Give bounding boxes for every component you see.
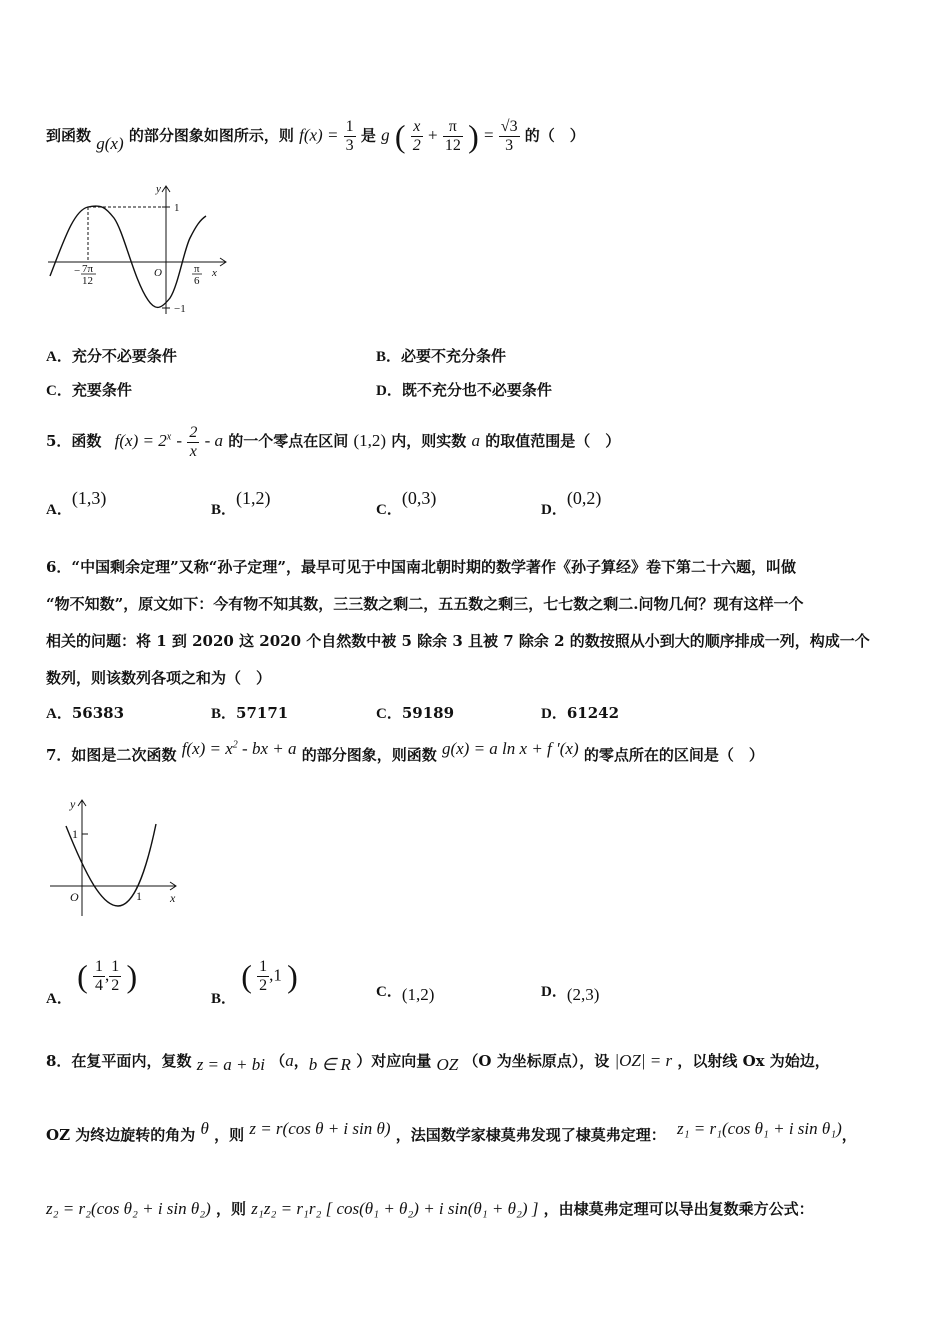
q4-option-c[interactable]: C．充要条件: [46, 381, 132, 399]
q4-sine-curve: [50, 206, 206, 307]
q7-g-expr: g(x) = a ln x + f ′(x): [441, 739, 579, 758]
q6-option-c[interactable]: C．59189: [376, 704, 455, 722]
q7-a-frac1: $\frac{1}{4}$: [94, 958, 103, 994]
q4-frac-one-third: $\frac{1}{3}$: [345, 118, 354, 154]
q5-minus-a: - a: [204, 431, 223, 451]
q7-a-frac2: $\frac{1}{2}$: [111, 958, 120, 994]
q8-z1z2: z₁z₂ = r₁r₂ [ cos(θ₁ + θ₂) + i sin(θ₁ + θ₂) ]: [251, 1199, 539, 1218]
q4-eq: =: [483, 125, 494, 145]
q5-option-d[interactable]: D．(0,2): [541, 488, 602, 518]
q7-graph-o-label: O: [70, 890, 79, 904]
q4-graph-x-label: x: [212, 267, 217, 279]
q4-graph-one: 1: [174, 202, 180, 214]
q7-stem: [46, 739, 764, 765]
q7-graph-x-label: x: [170, 891, 176, 905]
q5-tail: 内，则实数: [391, 432, 467, 451]
q4-plus: +: [428, 125, 438, 145]
q6-option-b[interactable]: B．57171: [211, 704, 289, 722]
q5-tail2: 的取值范围是（ ）: [485, 432, 621, 451]
q7-option-b[interactable]: B． ( $\frac{1}{2}$ ,1 ): [211, 958, 298, 1007]
q4-option-d[interactable]: D．既不充分也不必要条件: [376, 381, 552, 399]
q4-option-a[interactable]: A．充分不必要条件: [46, 347, 177, 365]
q4-graph-left-sign: −: [74, 265, 81, 277]
q4-graph-left-den: 12: [82, 275, 93, 287]
q5-a: a: [471, 431, 481, 451]
q8-abs-oz: |OZ| = r: [614, 1051, 673, 1070]
q4-gx: g(x): [96, 133, 124, 153]
q4-g: g: [381, 125, 390, 145]
q7-num: 7．如图是二次函数: [46, 746, 177, 764]
q6-line-3: 相关的问题：将 1 到 2020 这 2020 个自然数中被 5 除余 3 且被 7 除余 2 的数按照从小到大的顺序排成一列，构成一个: [46, 632, 870, 650]
q5-stem: 5．函数 $f(x) = 2^x$ - $\frac{2}{x}$ - a 的一个零点在区间 (1,2) 内，则实数 a 的取值范围是（ ）: [46, 424, 621, 460]
q7-tail: 的零点所在的区间是（ ）: [583, 746, 764, 764]
q4-intro: 到函数: [46, 126, 92, 145]
q5-interval: (1,2): [353, 431, 387, 451]
q8-z-eq: z = a + bi: [196, 1055, 265, 1074]
q4-fx: f(x) =: [299, 125, 339, 145]
q7-f-expr: $f(x) = x^2$ - bx + a: [181, 739, 297, 758]
q8-z-polar: z = r(cos θ + i sin θ): [249, 1119, 391, 1138]
q4-mid: 的部分图象如图所示，则: [128, 126, 294, 145]
q6-line-2: “物不知数”，原文如下：今有物不知其数，三三数之剩二，五五数之剩三，七七数之剩二.问物几何？现有这样一个: [46, 595, 804, 613]
q7-mid: 的部分图象，则函数: [301, 746, 437, 764]
q4-is: 是: [360, 126, 376, 145]
q5-option-b[interactable]: B．(1,2): [211, 488, 271, 518]
q7-graph-one-x: 1: [136, 889, 142, 903]
q6-option-a[interactable]: A．56383: [46, 704, 125, 722]
q5-num: 5．函数: [46, 432, 102, 451]
q5-f-expr: $f(x) = 2^x$: [114, 431, 172, 451]
q6-line-1: 6．“中国剩余定理”又称“孙子定理”，最早可见于中国南北朝时期的数学著作《孙子算经》卷下第二十六题，叫做: [46, 558, 796, 576]
q4-frac-sqrt3: $\frac{√3}{3}$: [500, 118, 518, 154]
q4-frac-pi12: $\frac{\pi}{12}$: [444, 118, 461, 154]
q4-graph-left-num: 7π: [82, 263, 94, 275]
q7-option-a[interactable]: A． ( $\frac{1}{4}$ , $\frac{1}{2}$ ): [46, 958, 138, 1007]
q8-z2: z₂ = r₂(cos θ₂ + i sin θ₂): [46, 1199, 211, 1218]
q4-graph-right-den: 6: [194, 275, 200, 287]
q5-mid: 的一个零点在区间: [228, 432, 349, 451]
q7-parabola-graph: [46, 794, 186, 920]
q4-stem: 到函数 g(x) 的部分图象如图所示，则 f(x) = $\frac{1}{3}$ 是 g ( $\frac{x}{2}$ + $\frac{\pi}{12}$ ) = $\frac{√3}{3}$ 的（ ）: [46, 118, 585, 154]
q8-line-1: 8．在复平面内，复数 z = a + bi （a，b ∈ R ）对应向量 OZ （O 为坐标原点），设 |OZ| = r ，以射线 Ox 为始边，: [46, 1051, 830, 1074]
q5-option-a[interactable]: A．(1,3): [46, 488, 107, 518]
q8-vector-oz: OZ: [436, 1055, 459, 1074]
q7-parabola-curve: [66, 824, 156, 906]
q4-frac-x2: $\frac{x}{2}$: [412, 118, 421, 154]
q6-option-d[interactable]: D．61242: [541, 704, 620, 722]
q4-option-b[interactable]: B．必要不充分条件: [376, 347, 507, 365]
q8-line-2: OZ 为终边旋转的角为 θ ，则 z = r(cos θ + i sin θ) ，法国数学家棣莫弗发现了棣莫弗定理： z₁ = r₁(cos θ₁ + i sin θ₁)，: [46, 1119, 857, 1144]
q7-graph-one-y: 1: [72, 827, 78, 841]
q5-frac-2x: $\frac{2}{x}$: [189, 424, 198, 460]
q7-option-d[interactable]: D．(2,3): [541, 984, 600, 1004]
q4-tail: 的（ ）: [524, 126, 585, 145]
q8-line-3: z₂ = r₂(cos θ₂ + i sin θ₂) ，则 z₁z₂ = r₁r₂ [ cos(θ₁ + θ₂) + i sin(θ₁ + θ₂) ] ，由棣莫弗定理可以导出复数乘方公式：: [46, 1199, 814, 1218]
q4-graph-y-label: y: [156, 183, 161, 195]
q4-graph-o-label: O: [154, 267, 162, 279]
q7-option-c[interactable]: C．(1,2): [376, 984, 435, 1004]
q6-line-4: 数列，则该数列各项之和为（ ）: [46, 669, 272, 687]
q7-b-frac: $\frac{1}{2}$: [259, 958, 268, 994]
q4-sine-graph: [44, 180, 234, 320]
q4-graph-neg-one: −1: [174, 303, 186, 315]
q7-graph-y-label: y: [70, 797, 76, 811]
q4-graph-right-num: π: [194, 263, 200, 275]
q5-option-c[interactable]: C．(0,3): [376, 488, 437, 518]
q8-z1: z₁ = r₁(cos θ₁ + i sin θ₁): [676, 1119, 842, 1138]
